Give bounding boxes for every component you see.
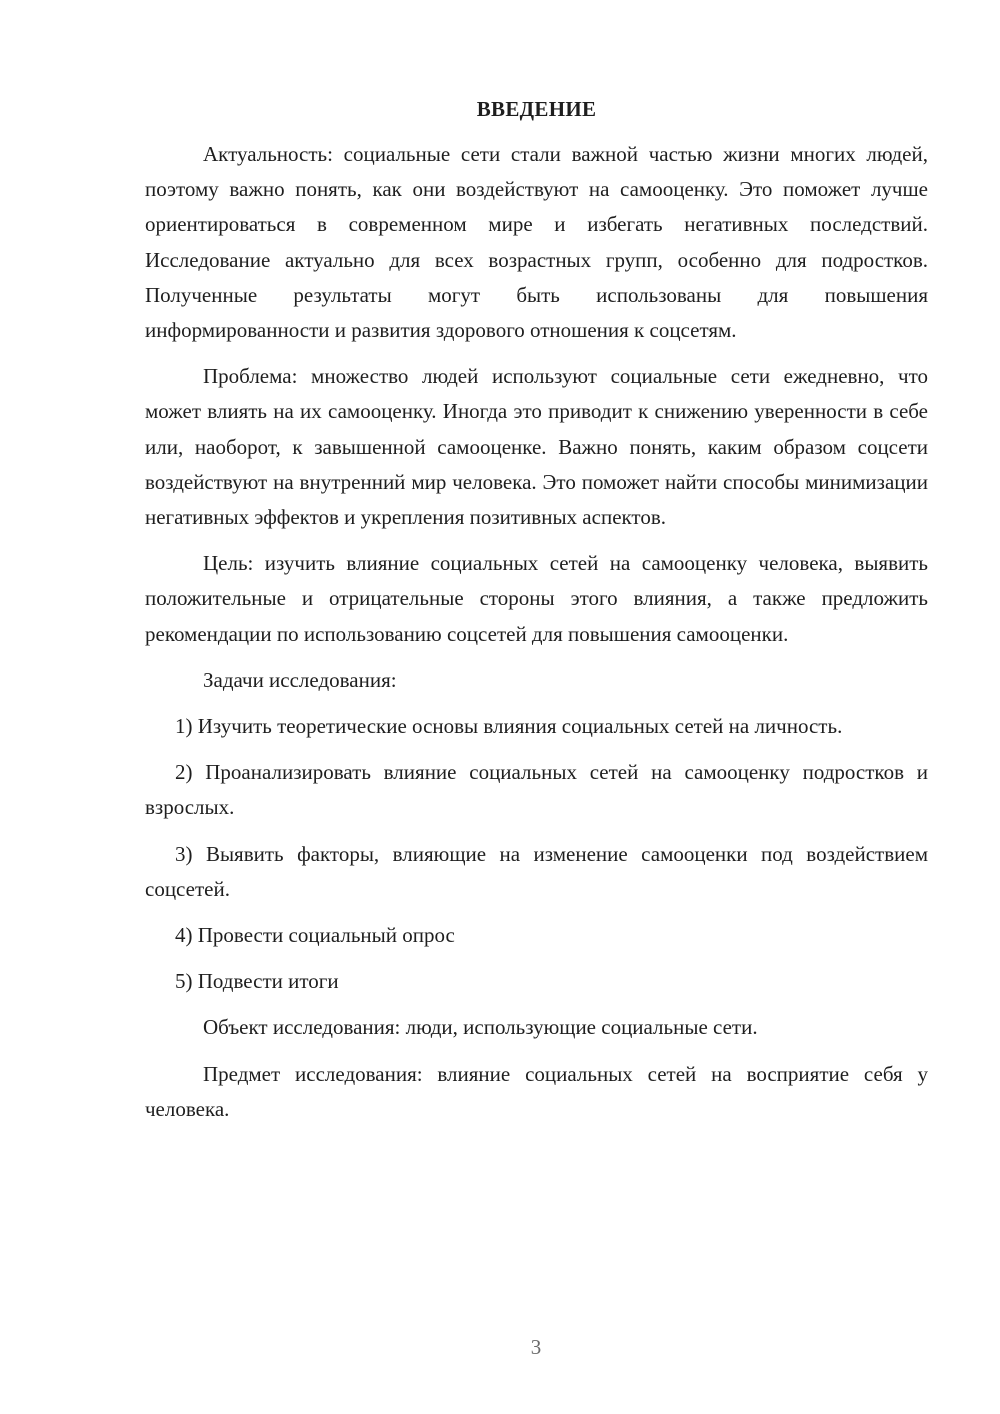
paragraph-goal: Цель: изучить влияние социальных сетей на самооценку человека, выявить положительные и отрицательные стороны этого влияния, а также предложить рекомендации по использованию соцсетей для повышения самооценки. [145, 551, 928, 646]
task-item-2: 2) Проанализировать влияние социальных сетей на самооценку подростков и взрослых. [145, 760, 928, 820]
task-item-5: 5) Подвести итоги [175, 969, 339, 994]
paragraph-object: Объект исследования: люди, использующие социальные сети. [203, 1015, 758, 1040]
paragraph-problem: Проблема: множество людей используют социальные сети ежедневно, что может влиять на их самооценку. Иногда это приводит к снижению уверенности в себе или, наоборот, к завышенной самооценке. Важно понять, каким образом соцсети воздействуют на внутренний мир человека. Это поможет найти способы минимизации негативных эффектов и укрепления позитивных аспектов. [145, 364, 928, 530]
paragraph-subject: Предмет исследования: влияние социальных сетей на восприятие себя у человека. [145, 1061, 928, 1121]
paragraph-relevance: Актуальность: социальные сети стали важной частью жизни многих людей, поэтому важно понять, как они воздействуют на самооценку. Это поможет лучше ориентироваться в современном мире и избегать негативных последствий. Исследование актуально для всех возрастных групп, особенно для подростков. Полученные результаты могут быть использованы для повышения информированности и развития здорового отношения к соцсетям. [145, 142, 928, 343]
document-page [145, 92, 928, 1127]
task-item-1: 1) Изучить теоретические основы влияния социальных сетей на личность. [175, 714, 843, 739]
task-item-4: 4) Провести социальный опрос [175, 923, 455, 948]
tasks-heading: Задачи исследования: [203, 667, 397, 692]
task-item-3: 3) Выявить факторы, влияющие на изменение самооценки под воздействием соцсетей. [145, 841, 928, 901]
page-number: 3 [530, 1335, 542, 1359]
section-title: ВВЕДЕНИЕ [476, 97, 597, 121]
